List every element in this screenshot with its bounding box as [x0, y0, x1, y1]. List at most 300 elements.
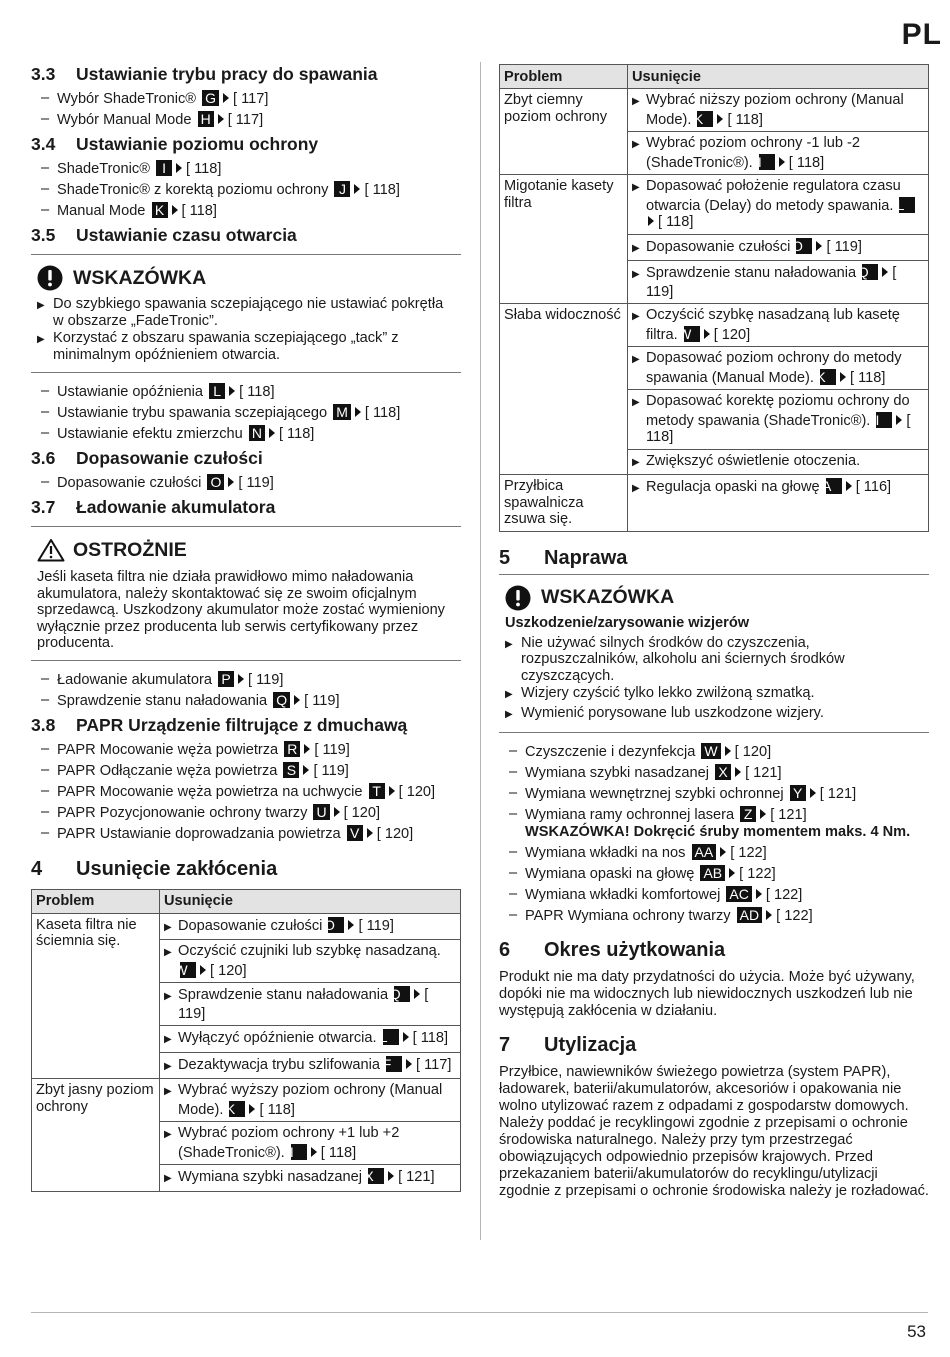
page-reference: [ 121]: [745, 765, 782, 781]
page-reference: [ 122]: [739, 866, 776, 882]
item-label: Wymiana wkładki komfortowej: [525, 887, 721, 903]
item-label: Dopasowanie czułości: [57, 475, 202, 491]
dash-marker: –: [509, 785, 518, 801]
bullet-item: [37, 296, 455, 329]
bullet-text: Korzystać z obszaru spawania sczepiającego „tack” z minimalnym opóźnieniem otwarcia.: [53, 330, 399, 363]
exclamation-icon: [37, 265, 73, 291]
arrow-right-icon: [228, 477, 234, 487]
bullet-marker: ▶: [632, 456, 640, 468]
solution-text: Wybrać poziom ochrony -1 lub -2 (ShadeTronic®).: [646, 135, 860, 171]
exclamation-icon: [505, 585, 541, 611]
figure-badge: S: [283, 762, 299, 778]
figure-badge: W: [180, 962, 196, 978]
page-reference: [ 118]: [278, 426, 315, 442]
page-reference: [ 118]: [788, 154, 825, 171]
arrow-right-icon: [269, 428, 275, 438]
section-3-6-list: [31, 474, 461, 492]
bullet-marker: ▶: [164, 1173, 172, 1184]
arrow-right-icon: [176, 163, 182, 173]
figure-badge: X: [368, 1168, 384, 1184]
column-divider: [480, 62, 481, 1240]
page-reference: [ 118]: [259, 1101, 295, 1118]
page-reference: [ 119]: [314, 741, 350, 758]
arrow-right-icon: [388, 1171, 394, 1181]
dash-marker: –: [41, 383, 50, 399]
notice-subtitle: Uszkodzenie/zarysowanie wizjerów: [505, 614, 750, 631]
figure-badge: I: [156, 160, 172, 176]
footer-rule: [31, 1312, 928, 1313]
section-3-3-list: [31, 90, 461, 129]
left-column: [31, 62, 461, 1192]
figure-badge: L: [209, 383, 225, 399]
solution-text: Dopasowanie czułości: [646, 238, 791, 255]
figure-badge: AD: [737, 907, 762, 923]
item-label: Wymiana szybki nasadzanej: [525, 765, 709, 781]
arrow-right-icon: [725, 746, 731, 756]
item-label: PAPR Mocowanie węża powietrza na uchwycie: [57, 783, 363, 800]
page-number: 53: [907, 1322, 926, 1341]
solution-cell: [628, 390, 929, 450]
solution-text: Wybrać poziom ochrony +1 lub +2 (ShadeTronic®).: [178, 1125, 400, 1161]
bullet-marker: ▶: [632, 269, 640, 280]
figure-badge: O: [207, 474, 224, 490]
arrow-right-icon: [200, 965, 206, 975]
bullet-item: [505, 635, 923, 685]
table-row: [500, 304, 929, 347]
section-6-text: Produkt nie ma daty przydatności do użycia. Może być używany, dopóki nie ma widocznych lub niewidocznych uszkodzeń lub nie występują zakłócenia w działaniu.: [499, 969, 915, 1019]
page-reference: [ 122]: [776, 908, 813, 924]
page-reference: [ 119]: [313, 762, 349, 779]
item-label: PAPR Ustawianie doprowadzania powietrza: [57, 825, 341, 842]
solution-text: Dopasować położenie regulatora czasu otwarcia (Delay) do metody spawania.: [646, 178, 901, 214]
arrow-right-icon: [648, 216, 654, 226]
list-item-text: [57, 474, 461, 492]
dash-marker: –: [41, 670, 50, 687]
figure-badge: M: [333, 404, 351, 420]
notice-box: [499, 574, 929, 734]
list-item: [31, 671, 461, 689]
arrow-right-icon: [406, 1059, 412, 1069]
warning-triangle-icon: [37, 538, 73, 562]
list-item: [31, 111, 461, 129]
figure-badge: X: [715, 764, 731, 780]
list-item-text: [57, 160, 461, 178]
page-reference: [ 122]: [730, 845, 767, 861]
arrow-right-icon: [810, 788, 816, 798]
arrow-right-icon: [414, 989, 420, 999]
bullet-marker: ▶: [632, 242, 640, 254]
arrow-right-icon: [238, 674, 244, 684]
section-heading: 4 Usunięcie zakłócenia: [31, 858, 278, 880]
page-reference: [ 119]: [178, 987, 429, 1022]
figure-badge: O: [796, 238, 812, 254]
item-label: Wybór ShadeTronic®: [57, 91, 197, 107]
section-7-text: Przyłbice, nawiewników świeżego powietrza (system PAPR), ładowarek, baterii/akumulatorów, akcesoriów i opakowania nie wolno utylizować razem z odpadami z gospodarstw domowych. Należy poddać je recyklingowi zgodnie z przepisami o ochronie środowiska naturalnego. Należy przy tym przestrzegać obowiązujących odpowiednio przepisów krajowych. Przed przekazaniem baterii/akumulatorów do recyklingu/utylizacji zgodnie z przepisami o ochronie środowiska należy je rozładować.: [499, 1064, 929, 1199]
list-item-text: [525, 764, 929, 782]
section-heading: 3.8 PAPR Urządzenie filtrujące z dmuchawą: [31, 714, 408, 735]
arrow-right-icon: [735, 767, 741, 777]
figure-badge: O: [328, 917, 344, 933]
problem-cell: Kaseta filtra nie ściemnia się.: [32, 913, 160, 1079]
list-item: [31, 181, 461, 199]
page-reference: [ 117]: [416, 1056, 452, 1073]
solution-text: Dopasować poziom ochrony do metody spawania (Manual Mode).: [646, 350, 902, 386]
item-label: Wymiana wewnętrznej szybki ochronnej: [525, 786, 784, 802]
page-reference: [ 118]: [412, 1030, 449, 1046]
section-heading: 5 Naprawa: [499, 547, 628, 569]
item-label: Wymiana opaski na głowę: [525, 866, 695, 882]
solution-text: Sprawdzenie stanu naładowania: [646, 265, 857, 281]
section-3-4-list: [31, 160, 461, 220]
problem-cell: Słaba widoczność: [500, 304, 628, 475]
problem-cell: Przyłbica spawalnicza zsuwa się.: [500, 475, 628, 532]
solution-cell: [628, 347, 929, 390]
solution-cell: [160, 983, 461, 1026]
list-item-text: [525, 865, 929, 883]
page-reference: [ 119]: [826, 238, 862, 255]
bullet-marker: ▶: [164, 947, 172, 958]
item-label: Manual Mode: [57, 203, 146, 219]
column-header: Usunięcie: [628, 65, 929, 89]
arrow-right-icon: [717, 114, 723, 124]
page-reference: [ 117]: [233, 91, 269, 107]
table-row: [500, 89, 929, 132]
dash-marker: –: [509, 806, 518, 822]
item-label: PAPR Odłączanie węża powietrza: [57, 762, 278, 779]
list-item: [499, 886, 929, 904]
list-item-text: [525, 806, 929, 841]
section-heading: 3.6 Dopasowanie czułości: [31, 448, 263, 468]
figure-badge: W: [701, 743, 720, 759]
page-reference: [ 120]: [713, 326, 751, 343]
notice-box: [31, 254, 461, 373]
figure-badge: H: [198, 111, 214, 127]
arrow-right-icon: [303, 765, 309, 775]
list-item-text: [57, 804, 461, 822]
list-item: [499, 764, 929, 782]
arrow-right-icon: [229, 386, 235, 396]
troubleshooting-table: [31, 889, 461, 1192]
arrow-right-icon: [846, 481, 852, 491]
list-item-text: [57, 404, 461, 422]
solution-cell: [160, 940, 461, 983]
arrow-right-icon: [403, 1032, 409, 1042]
figure-badge: R: [284, 741, 300, 757]
page-reference: [ 118]: [239, 384, 275, 400]
section-5-list: [499, 743, 929, 925]
figure-badge: AC: [726, 886, 751, 902]
page-reference: [ 118]: [658, 214, 694, 230]
list-item: [31, 825, 461, 843]
page-reference: [ 119]: [358, 917, 394, 934]
figure-badge: N: [249, 425, 265, 441]
figure-badge: K: [229, 1101, 245, 1117]
list-item-text: [525, 907, 929, 925]
list-item-text: [57, 202, 461, 220]
bullet-marker: ▶: [632, 397, 640, 408]
figure-badge: P: [218, 671, 234, 687]
bullet-marker: ▶: [164, 1034, 172, 1045]
figure-badge: Q: [394, 986, 410, 1002]
figure-badge: W: [684, 326, 700, 342]
arrow-right-icon: [779, 157, 785, 167]
figure-badge: V: [347, 825, 363, 841]
page-reference: [ 118]: [186, 161, 222, 177]
figure-badge: K: [697, 111, 713, 127]
table-row: [500, 475, 929, 532]
bullet-marker: ▶: [164, 1060, 172, 1072]
list-item: [31, 425, 461, 443]
list-item: [31, 741, 461, 759]
item-label: Wybór Manual Mode: [57, 112, 192, 128]
figure-badge: F: [386, 1056, 402, 1072]
column-header: Problem: [32, 889, 160, 913]
solution-text: Wymiana szybki nasadzanej: [178, 1169, 362, 1185]
item-label: ShadeTronic® z korektą poziomu ochrony: [57, 182, 329, 198]
bullet-text: Wymienić porysowane lub uszkodzone wizjery.: [521, 704, 824, 721]
solution-cell: [160, 1165, 461, 1192]
page-reference: [ 119]: [238, 475, 274, 491]
solution-text: Oczyścić szybkę nasadzaną lub kasetę filtra.: [646, 307, 900, 343]
list-item: [31, 383, 461, 401]
list-item-text: [57, 783, 461, 801]
solution-cell: [628, 89, 929, 132]
item-label: ShadeTronic®: [57, 161, 150, 177]
dash-marker: –: [41, 181, 50, 197]
list-item: [499, 806, 929, 841]
list-item: [31, 804, 461, 822]
page-reference: [ 118]: [181, 203, 217, 219]
dash-marker: –: [41, 425, 50, 441]
bullet-marker: ▶: [632, 354, 640, 365]
notice-title: WSKAZÓWKA: [73, 266, 207, 289]
bullet-marker: ▶: [37, 300, 45, 311]
page-reference: [ 119]: [304, 692, 340, 709]
item-label: Ustawianie trybu spawania sczepiającego: [57, 405, 328, 421]
bullet-marker: ▶: [505, 638, 513, 650]
bullet-marker: ▶: [37, 334, 45, 345]
list-item-text: [57, 425, 461, 443]
solution-text: Dopasować korektę poziomu ochrony do metody spawania (ShadeTronic®).: [646, 393, 910, 429]
solution-text: Dezaktywacja trybu szlifowania: [178, 1056, 380, 1073]
solution-cell: [628, 132, 929, 175]
figure-badge: T: [369, 783, 385, 799]
list-item-text: [57, 671, 461, 689]
dash-marker: –: [41, 782, 50, 799]
list-item-text: [57, 181, 461, 199]
figure-badge: U: [313, 804, 329, 820]
figure-badge: I: [291, 1144, 307, 1160]
page-reference: [ 121]: [770, 807, 807, 823]
bullet-marker: ▶: [164, 1086, 172, 1097]
arrow-right-icon: [311, 1147, 317, 1157]
solution-cell: [628, 475, 929, 532]
solution-cell: [160, 1052, 461, 1079]
section-heading: 6 Okres użytkowania: [499, 938, 726, 961]
solution-cell: [160, 1026, 461, 1053]
list-item-text: [525, 743, 929, 761]
arrow-right-icon: [218, 114, 224, 124]
page-reference: [ 118]: [320, 1144, 357, 1161]
language-code: PL: [901, 18, 942, 51]
arrow-right-icon: [172, 205, 178, 215]
figure-badge: I: [876, 412, 892, 428]
dash-marker: –: [41, 404, 50, 420]
section-3-5-list: [31, 383, 461, 443]
figure-badge: AA: [692, 844, 717, 860]
list-item-text: [57, 692, 461, 710]
caution-title: OSTROŻNIE: [73, 538, 187, 561]
list-item: [31, 160, 461, 178]
page-reference: [ 120]: [398, 783, 436, 800]
arrow-right-icon: [354, 184, 360, 194]
item-label: Wymiana wkładki na nos: [525, 845, 686, 861]
page-reference: [ 118]: [364, 405, 401, 421]
section-heading: 3.7 Ładowanie akumulatora: [31, 497, 276, 517]
figure-badge: Y: [790, 785, 806, 801]
table-row: [500, 175, 929, 235]
table-row: [32, 913, 461, 940]
list-item-text: [57, 741, 461, 759]
list-item: [31, 783, 461, 801]
bullet-marker: ▶: [164, 921, 172, 933]
dash-marker: –: [41, 761, 50, 778]
arrow-right-icon: [760, 809, 766, 819]
dash-marker: –: [41, 111, 50, 127]
bullet-marker: ▶: [632, 483, 640, 494]
bullet-text: Nie używać silnych środków do czyszczenia, rozpuszczalników, alkoholu ani ściernych środków czyszczących.: [521, 634, 845, 684]
dash-marker: –: [509, 907, 518, 923]
item-label: Czyszczenie i dezynfekcja: [525, 744, 696, 760]
dash-marker: –: [41, 740, 50, 757]
list-item-text: [57, 111, 461, 129]
dash-marker: –: [509, 764, 518, 780]
list-item: [499, 785, 929, 803]
page-reference: [ 119]: [248, 671, 284, 688]
dash-marker: –: [41, 160, 50, 176]
arrow-right-icon: [704, 329, 710, 339]
bullet-marker: ▶: [164, 991, 172, 1002]
bullet-marker: ▶: [632, 311, 640, 322]
bullet-marker: ▶: [632, 182, 640, 193]
bullet-text: Wizjery czyścić tylko lekko zwilżoną szmatką.: [521, 685, 815, 701]
bullet-marker: ▶: [164, 1129, 172, 1140]
arrow-right-icon: [348, 920, 354, 930]
section-heading: 3.3 Ustawianie trybu pracy do spawania: [31, 64, 378, 84]
problem-cell: Zbyt ciemny poziom ochrony: [500, 89, 628, 175]
list-item: [499, 907, 929, 925]
bullet-marker: ▶: [505, 708, 513, 720]
page-reference: [ 122]: [765, 887, 803, 903]
page-reference: [ 120]: [734, 744, 772, 760]
item-label: Ustawianie opóźnienia: [57, 384, 204, 400]
solution-cell: [628, 261, 929, 304]
solution-cell: [628, 175, 929, 235]
dash-marker: –: [41, 202, 50, 218]
item-label: PAPR Mocowanie węża powietrza: [57, 741, 279, 758]
dash-marker: –: [509, 886, 518, 902]
page-reference: [ 120]: [376, 825, 414, 842]
column-header: Problem: [500, 65, 628, 89]
list-item: [31, 202, 461, 220]
section-3-8-list: [31, 741, 461, 843]
solution-cell: [628, 234, 929, 261]
figure-badge: Q: [273, 692, 290, 708]
item-label: Sprawdzenie stanu naładowania: [57, 692, 268, 709]
list-item: [499, 743, 929, 761]
arrow-right-icon: [729, 868, 735, 878]
arrow-right-icon: [720, 847, 726, 857]
list-item: [499, 844, 929, 862]
page-reference: [ 121]: [398, 1169, 435, 1185]
list-item-text: [57, 90, 461, 108]
solution-text: Wybrać wyższy poziom ochrony (Manual Mode).: [178, 1082, 443, 1118]
item-label: Ładowanie akumulatora: [57, 671, 212, 688]
arrow-right-icon: [355, 407, 361, 417]
dash-marker: –: [41, 803, 50, 820]
bullet-item: [37, 330, 455, 363]
arrow-right-icon: [389, 786, 395, 796]
figure-badge: G: [202, 90, 219, 106]
arrow-right-icon: [756, 889, 762, 899]
figure-badge: Z: [740, 806, 756, 822]
dash-marker: –: [41, 691, 50, 708]
solution-cell: [160, 913, 461, 940]
section-heading: 7 Utylizacja: [499, 1033, 637, 1056]
solution-text: Zwiększyć oświetlenie otoczenia.: [646, 452, 861, 469]
arrow-right-icon: [816, 241, 822, 251]
solution-text: Sprawdzenie stanu naładowania: [178, 987, 389, 1003]
page-reference: [ 118]: [364, 182, 400, 198]
solution-text: Wyłączyć opóźnienie otwarcia.: [178, 1030, 377, 1046]
item-label: Wymiana ramy ochronnej lasera: [525, 807, 735, 823]
dash-marker: –: [41, 474, 50, 490]
arrow-right-icon: [294, 695, 300, 705]
caution-text: Jeśli kaseta filtra nie działa prawidłowo mimo naładowania akumulatora, należy skontaktować się ze swoim oficjalnym sprzedawcą. Uszkodzony akumulator może zostać wymieniony wyłącznie przez producenta lub serwis certyfikowany przez producenta.: [37, 569, 445, 651]
notice-bullets: [505, 635, 923, 724]
bullet-item: [505, 685, 923, 704]
page-reference: [ 120]: [343, 804, 381, 821]
solution-cell: [160, 1079, 461, 1122]
list-item-text: [57, 825, 461, 843]
dash-marker: –: [41, 90, 50, 106]
arrow-right-icon: [896, 415, 902, 425]
figure-badge: K: [820, 369, 836, 385]
arrow-right-icon: [304, 744, 310, 754]
troubleshooting-table: [499, 64, 929, 532]
page-reference: [ 117]: [227, 112, 264, 128]
section-heading: 3.5 Ustawianie czasu otwarcia: [31, 225, 297, 245]
bullet-item: [505, 705, 923, 724]
arrow-right-icon: [223, 93, 229, 103]
item-label: Ustawianie efektu zmierzchu: [57, 426, 243, 442]
solution-text: Wybrać niższy poziom ochrony (Manual Mode).: [646, 92, 904, 128]
arrow-right-icon: [882, 267, 888, 277]
bullet-marker: ▶: [632, 139, 640, 150]
arrow-right-icon: [840, 372, 846, 382]
item-label: PAPR Wymiana ochrony twarzy: [525, 908, 731, 924]
arrow-right-icon: [249, 1104, 255, 1114]
list-item-text: [525, 785, 929, 803]
right-column: [499, 62, 929, 1210]
page-reference: [ 121]: [819, 786, 857, 802]
page-reference: [ 118]: [727, 111, 763, 128]
figure-badge: J: [334, 181, 350, 197]
section-3-7-list: [31, 671, 461, 710]
solution-cell: [628, 304, 929, 347]
list-item: [31, 404, 461, 422]
list-item: [31, 762, 461, 780]
